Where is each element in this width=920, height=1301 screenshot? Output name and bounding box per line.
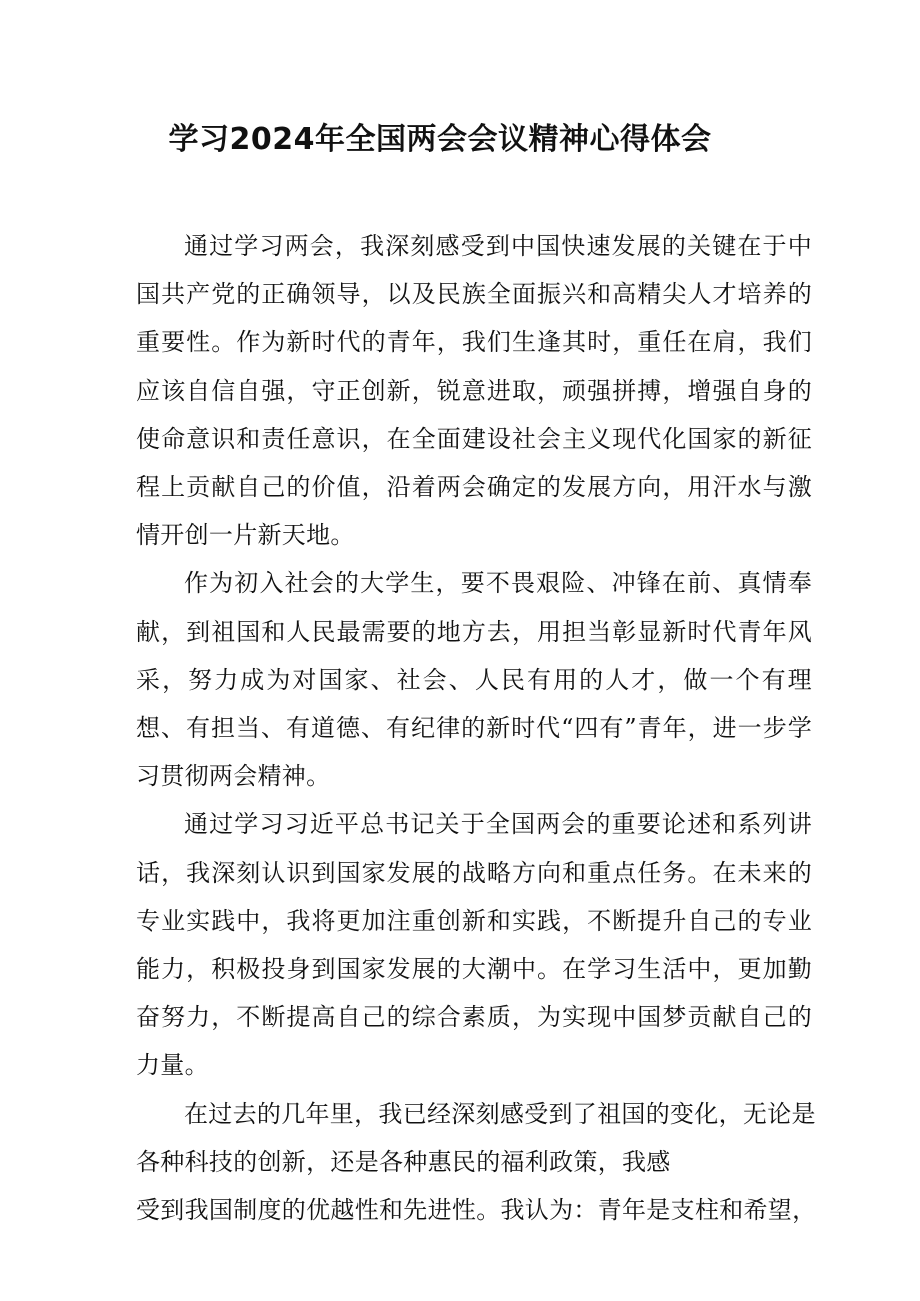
paragraph-4-line-3: 受到我国制度的优越性和先进性。我认为：青年是支柱和希望， xyxy=(136,1196,817,1225)
paragraph-1: 通过学习两会，我深刻感受到中国快速发展的关键在于中国共产党的正确领导，以及民族全面振兴和高精尖人才培养的重要性。作为新时代的青年，我们生逢其时，重任在肩，我们应该自信自强，守正创新，锐意进取，顽强拼搏，增强自身的使命意识和责任意识，在全面建设社会主义现代化国家的新征程上贡献自己的价值，沿着两会确定的发展方向，用汗水与激情开创一片新天地。 xyxy=(136,232,812,550)
paragraph-4-line-2: 各种科技的创新，还是各种惠民的福利政策，我感 xyxy=(136,1147,671,1176)
paragraph-3: 通过学习习近平总书记关于全国两会的重要论述和系列讲话，我深刻认识到国家发展的战略方向和重点任务。在未来的专业实践中，我将更加注重创新和实践，不断提升自己的专业能力，积极投身到国家发展的大潮中。在学习生活中，更加勤奋努力，不断提高自己的综合素质，为实现中国梦贡献自己的力量。 xyxy=(136,810,812,1080)
paragraph-2: 作为初入社会的大学生，要不畏艰险、冲锋在前、真情奉献，到祖国和人民最需要的地方去，用担当彰显新时代青年风采，努力成为对国家、社会、人民有用的人才，做一个有理想、有担当、有道德、有纪律的新时代“四有”青年，进一步学习贯彻两会精神。 xyxy=(136,569,812,791)
document-title: 学习2024年全国两会会议精神心得体会 xyxy=(168,122,712,157)
paragraph-4 xyxy=(136,1090,817,1235)
paragraph-4-line-1: 在过去的几年里，我已经深刻感受到了祖国的变化，无论是 xyxy=(184,1099,816,1128)
document-body xyxy=(136,222,817,1234)
